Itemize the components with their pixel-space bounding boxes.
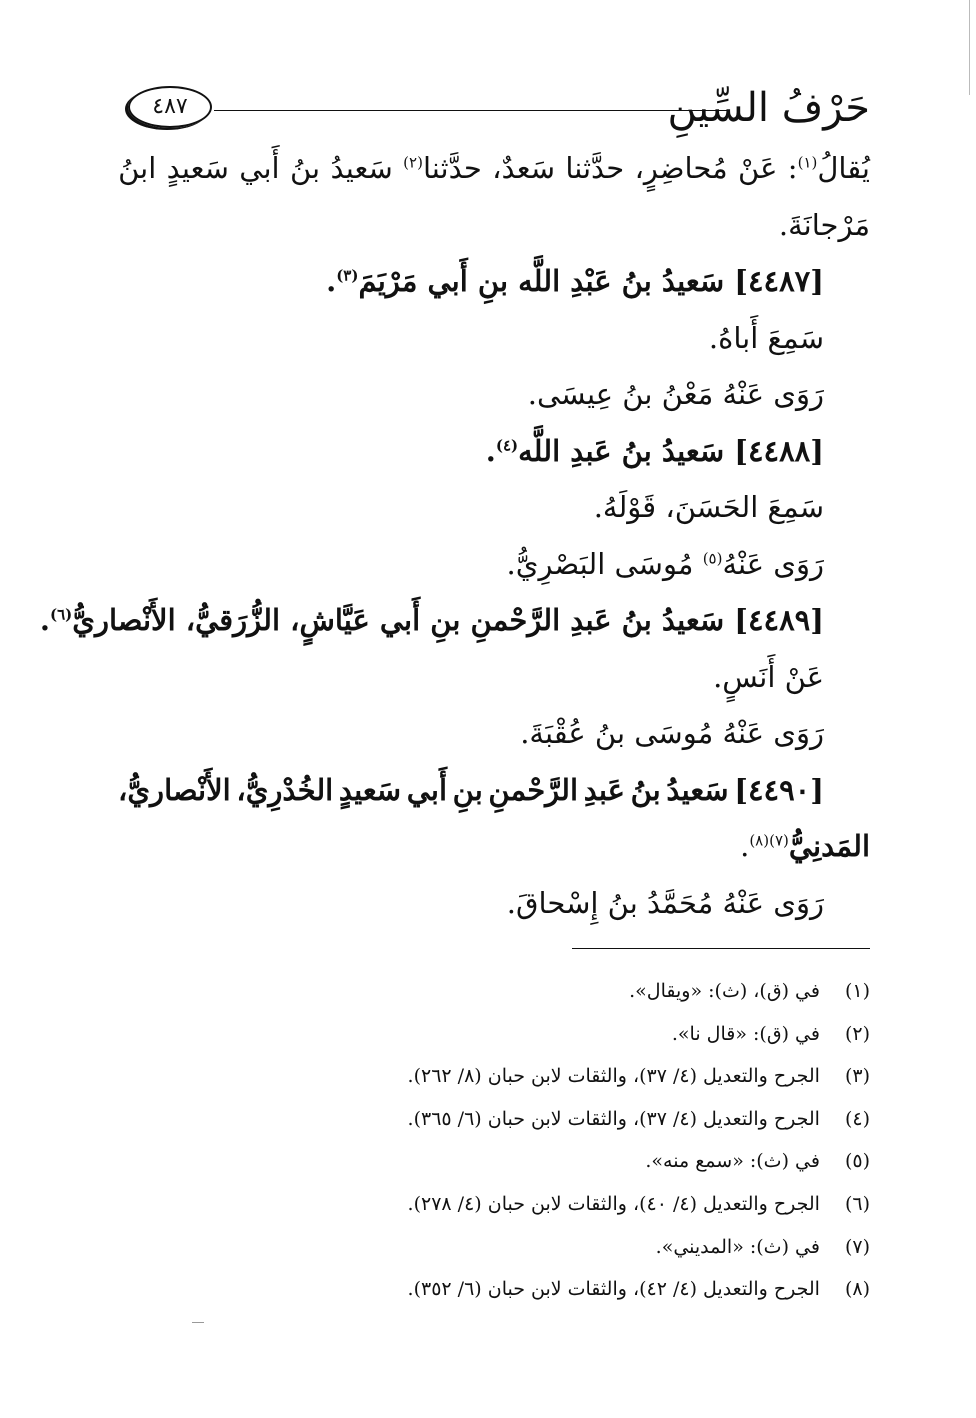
footnote: (٤) الجرح والتعديل (٤/ ٣٧)، والثقات لابن حبان (٦/ ٣٦٥).	[407, 1107, 870, 1130]
footnote-ref: (٧)(٨)	[749, 831, 789, 850]
word: حدَّثنا	[422, 151, 482, 185]
word: مُحاضِرٍ،	[634, 151, 728, 185]
text-line: عَنْ أَنَسٍ.	[713, 659, 824, 694]
footnote: (٦) الجرح والتعديل (٤/ ٤٠)، والثقات لابن حبان (٤/ ٢٧٨).	[407, 1192, 870, 1215]
footnote: (٣) الجرح والتعديل (٤/ ٣٧)، والثقات لابن حبان (٨/ ٢٦٢).	[407, 1065, 870, 1088]
footnote-ref: (٥)	[702, 548, 723, 567]
footnote-divider	[572, 948, 870, 949]
footnote: (٨) الجرح والتعديل (٤/ ٤٢)، والثقات لابن حبان (٦/ ٣٥٢).	[407, 1278, 870, 1301]
footnote-ref: (١)	[797, 153, 818, 172]
page-header	[128, 80, 870, 136]
footnote-ref: (٦)	[49, 605, 73, 624]
footnote: (٥) في (ث): «سمع منه».	[645, 1150, 870, 1173]
footnote-ref: (٤)	[495, 435, 519, 454]
page-number: ٤٨٧	[128, 86, 212, 128]
footnote-ref: (٣)	[336, 266, 359, 285]
word: بنُ	[289, 151, 321, 185]
word: حدَّثنا	[565, 151, 625, 185]
footnote: (٧) في (ث): «المديني».	[655, 1235, 870, 1258]
text-line: رَوَى عَنْهُ مَعْنُ بنُ عِيسَى.	[527, 377, 824, 411]
word: سَعيدٍ	[166, 151, 229, 185]
text-line: مَرْجانَةَ.	[778, 207, 870, 242]
entry-heading-4488: [٤٤٨٨] سَعيدُ بنُ عَبدِ اللَّه$^{(٤)}$.	[485, 433, 824, 468]
text-line: يُقالُ$^{(١)}$: عَنْ مُحاضِرٍ، حدَّثنا سَعدٌ، حدَّثنا$^{(٢)}$ سَعيدُ بنُ أَبي سَعيدٍ ابنُ	[118, 140, 870, 197]
word: يُقالُ	[817, 151, 870, 185]
text-line: رَوَى عَنْهُ$^{(٥)}$ مُوسَى البَصْرِيُّ.	[506, 546, 824, 581]
text-line: سَمِعَ أَباهُ.	[708, 320, 824, 355]
entry-heading-4489: [٤٤٨٩] سَعيدُ بنُ عَبدِ الرَّحْمنِ بنِ أَبي عَيَّاشٍ، الزُّرَقيُّ، الأَنْصاريُّ$^{(٦)}$.	[39, 603, 824, 637]
footnote: (٢) في (ق): «قال نا».	[671, 1022, 870, 1045]
word: ابنُ	[118, 151, 157, 185]
chapter-title: حَرْفُ السِّينِ	[667, 85, 870, 131]
page-mark	[192, 1322, 204, 1323]
footnote: (١) في (ق)، (ث): «ويقال».	[629, 980, 870, 1002]
footnote-ref: (٢)	[403, 153, 423, 172]
main-text	[39, 140, 870, 931]
word: سَعدٌ،	[492, 151, 555, 185]
text-line: المَدنِيُّ$^{(٧)(٨)}$.	[740, 829, 870, 863]
word: سَعيدُ	[330, 151, 393, 185]
word: أَبي	[239, 151, 280, 185]
entry-heading-4490: [٤٤٩٠] سَعيدُ بنُ عَبدِ الرَّحْمنِ بنِ أَبي سَعيدٍ الخُدْرِيُّ، الأَنْصاريُّ،	[118, 772, 824, 807]
header-rule	[214, 110, 728, 111]
text-line: رَوَى عَنْهُ مُحَمَّدُ بنُ إِسْحاقَ.	[506, 885, 824, 920]
text-line: سَمِعَ الحَسَنَ، قَوْلَهُ.	[593, 490, 824, 524]
word: عَنْ	[738, 151, 778, 185]
text-line: رَوَى عَنْهُ مُوسَى بنُ عُقْبَةَ.	[520, 716, 824, 750]
entry-heading-4487: [٤٤٨٧] سَعيدُ بنُ عَبْدِ اللَّه بنِ أَبي مَرْيَمَ$^{(٣)}$.	[326, 264, 824, 298]
margin-mark	[969, 0, 970, 95]
footnotes	[300, 970, 870, 1311]
